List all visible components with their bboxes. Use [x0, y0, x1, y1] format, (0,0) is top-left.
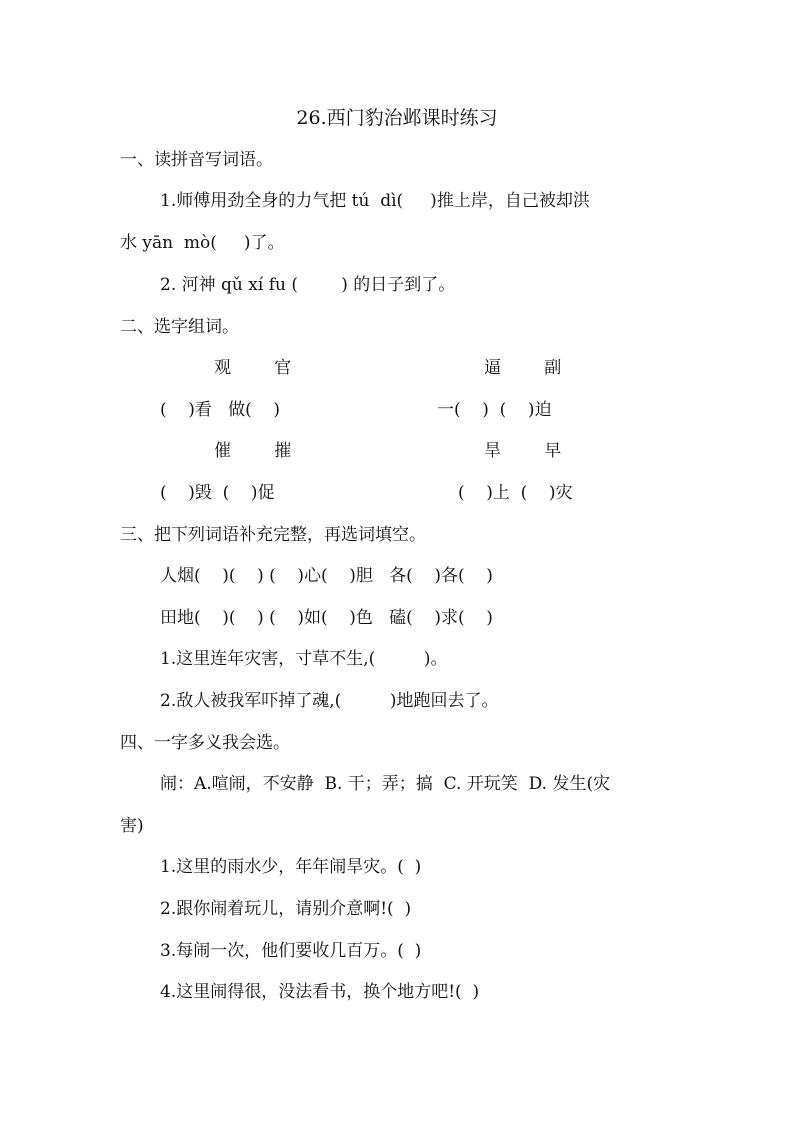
- section-4-question-3: 3.每闹一次，他们要收几百万。( ): [160, 941, 422, 961]
- section-1-item-2: 2. 河神 qǔ xí fu ( ) 的日子到了。: [160, 275, 456, 295]
- section-3-row-2: 田地( )( ) ( )如( )色 磕( )求( ): [160, 608, 493, 628]
- section-4-definition-line-2: 害): [120, 816, 144, 836]
- page-title: 26.西门豹治邺课时练习: [296, 107, 498, 129]
- section-4-heading: 四、一字多义我会选。: [120, 733, 290, 753]
- section-1-heading: 一、读拼音写词语。: [120, 150, 273, 170]
- section-2-row-2-chars-left: 催 摧: [214, 441, 292, 461]
- section-3-heading: 三、把下列词语补充完整，再选词填空。: [120, 525, 426, 545]
- section-4-question-1: 1.这里的雨水少，年年闹旱灾。( ): [160, 857, 422, 877]
- section-3-sentence-2: 2.敌人被我军吓掉了魂,( )地跑回去了。: [160, 691, 499, 711]
- section-3-row-1: 人烟( )( ) ( )心( )胆 各( )各( ): [160, 566, 493, 586]
- section-3-sentence-1: 1.这里连年灾害，寸草不生,( )。: [160, 649, 448, 669]
- section-2-row-1-blanks-left: ( )看 做( ): [160, 400, 280, 420]
- section-2-row-2-blanks-left: ( )毁 ( )促: [160, 483, 275, 503]
- section-1-item-1-line-1: 1.师傅用劲全身的力气把 tú dì( )推上岸，自己被却洪: [160, 191, 590, 211]
- section-2-row-1-chars-right: 逼 副: [484, 358, 562, 378]
- section-4-definition-line-1: 闹：A.喧闹，不安静 B. 干；弄；搞 C. 开玩笑 D. 发生(灾: [160, 774, 611, 794]
- section-2-heading: 二、选字组词。: [120, 317, 239, 337]
- section-2-row-2-chars-right: 旱 早: [484, 441, 562, 461]
- section-4-question-4: 4.这里闹得很，没法看书，换个地方吧!( ): [160, 982, 480, 1002]
- section-4-question-2: 2.跟你闹着玩儿，请别介意啊!( ): [160, 899, 412, 919]
- section-2-row-1-chars-left: 观 官: [214, 358, 292, 378]
- section-1-item-1-line-2: 水 yān mò( )了。: [120, 233, 285, 253]
- section-2-row-1-blanks-right: 一( ) ( )迫: [437, 400, 552, 420]
- section-2-row-2-blanks-right: ( )上 ( )灾: [458, 483, 573, 503]
